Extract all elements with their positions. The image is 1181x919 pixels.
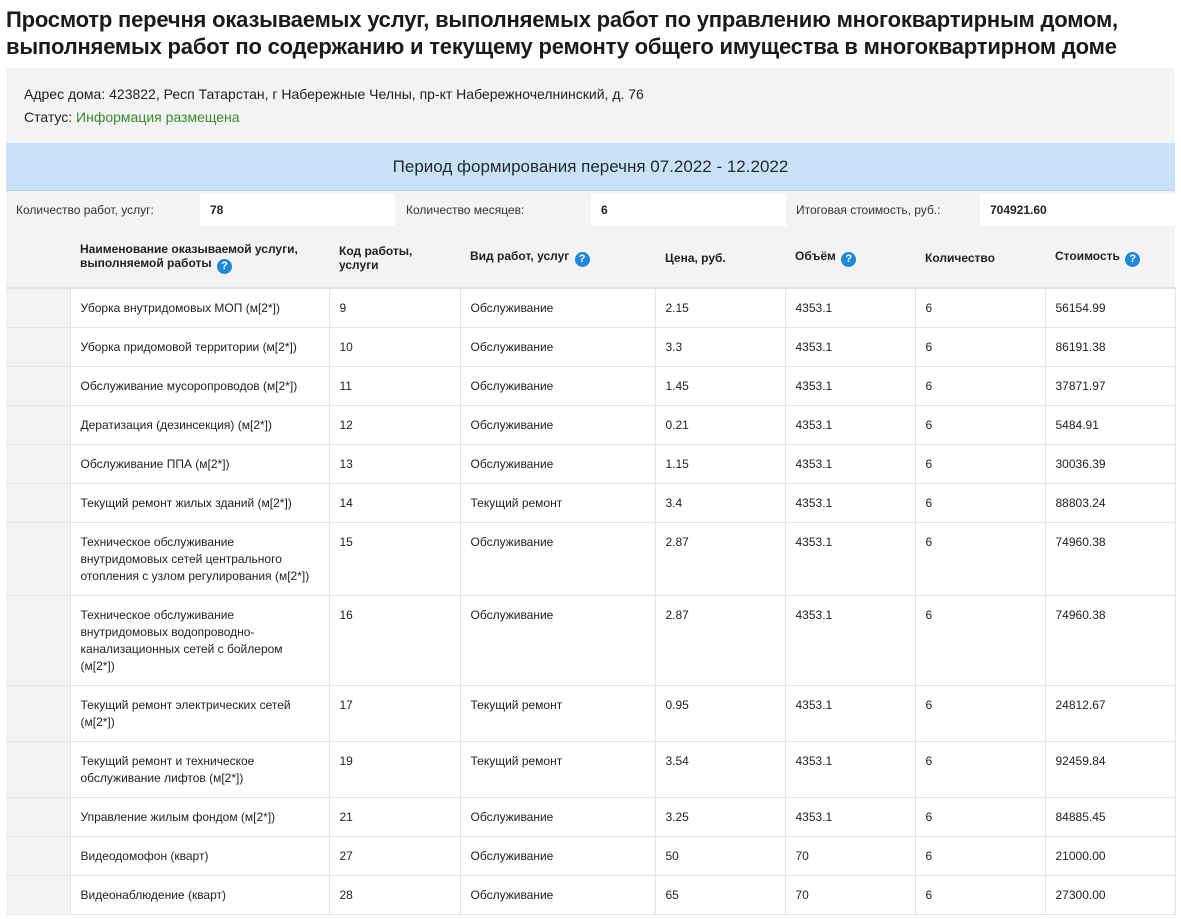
row-spacer [6,484,70,523]
cell-volume: 70 [785,876,915,915]
cell-cost: 56154.99 [1045,288,1175,328]
help-icon[interactable]: ? [217,259,232,274]
header-name [70,229,329,288]
table-row [6,523,1175,596]
row-spacer [6,742,70,798]
cell-cost: 30036.39 [1045,445,1175,484]
header-code [329,229,460,288]
row-spacer [6,445,70,484]
cell-code: 16 [329,596,460,686]
cell-qty: 6 [915,484,1045,523]
cell-kind: Обслуживание [460,406,655,445]
status-line [24,109,240,125]
cell-volume: 4353.1 [785,406,915,445]
header-qty-label: Количество [925,251,995,265]
cell-qty: 6 [915,742,1045,798]
cell-cost: 86191.38 [1045,328,1175,367]
cell-volume: 4353.1 [785,484,915,523]
cell-kind: Обслуживание [460,876,655,915]
cell-code: 15 [329,523,460,596]
row-spacer [6,596,70,686]
address-value: 423822, Респ Татарстан, г Набережные Челны, пр-кт Набережночелнинский, д. 76 [109,86,644,102]
table-row [6,596,1175,686]
cell-code: 9 [329,288,460,328]
row-spacer [6,328,70,367]
cell-cost: 24812.67 [1045,686,1175,742]
cell-price: 3.3 [655,328,785,367]
cell-volume: 4353.1 [785,367,915,406]
cell-name: Обслуживание ППА (м[2*]) [70,445,329,484]
cell-volume: 70 [785,837,915,876]
cell-kind: Обслуживание [460,596,655,686]
cell-cost: 74960.38 [1045,523,1175,596]
cell-name: Видеонаблюдение (кварт) [70,876,329,915]
cell-code: 28 [329,876,460,915]
address-line [24,86,644,102]
table-row [6,837,1175,876]
cell-price: 1.15 [655,445,785,484]
cell-name: Обслуживание мусоропроводов (м[2*]) [70,367,329,406]
cell-price: 2.87 [655,523,785,596]
cell-qty: 6 [915,837,1045,876]
cell-price: 3.4 [655,484,785,523]
page-title: Просмотр перечня оказываемых услуг, выполняемых работ по управлению многоквартирным домом, выполняемых работ по содержанию и текущему ремонту общего имущества в многоквартирном доме [6,7,1118,59]
cell-name: Техническое обслуживание внутридомовых водопроводно-канализационных сетей с бойлером (м[2*]) [70,596,329,686]
address-label: Адрес дома: [24,86,106,102]
table-row [6,876,1175,915]
cell-cost: 88803.24 [1045,484,1175,523]
row-spacer [6,876,70,915]
row-spacer [6,406,70,445]
cell-volume: 4353.1 [785,328,915,367]
header-price-label: Цена, руб. [665,251,726,265]
works-count-value: 78 [200,194,395,226]
works-count-label: Количество работ, услуг: [16,203,154,217]
table-row [6,288,1175,328]
cell-name: Дератизация (дезинсекция) (м[2*]) [70,406,329,445]
row-spacer [6,686,70,742]
header-volume [785,229,915,288]
cell-cost: 74960.38 [1045,596,1175,686]
cell-volume: 4353.1 [785,523,915,596]
house-info-panel [6,68,1175,143]
header-qty [915,229,1045,288]
cell-code: 13 [329,445,460,484]
cell-qty: 6 [915,798,1045,837]
services-table-container [6,229,1175,915]
header-kind [460,229,655,288]
cell-price: 3.25 [655,798,785,837]
cell-name: Уборка придомовой территории (м[2*]) [70,328,329,367]
cell-cost: 92459.84 [1045,742,1175,798]
cell-qty: 6 [915,523,1045,596]
cell-qty: 6 [915,288,1045,328]
cell-volume: 4353.1 [785,742,915,798]
table-row [6,798,1175,837]
cell-price: 50 [655,837,785,876]
months-count-value: 6 [591,194,786,226]
cell-cost: 37871.97 [1045,367,1175,406]
total-cost-value: 704921.60 [980,194,1175,226]
cell-price: 0.95 [655,686,785,742]
cell-name: Техническое обслуживание внутридомовых сетей центрального отопления с узлом регулирования (м[2*]) [70,523,329,596]
cell-volume: 4353.1 [785,596,915,686]
cell-kind: Текущий ремонт [460,484,655,523]
help-icon[interactable]: ? [575,252,590,267]
header-kind-label: Вид работ, услуг [470,249,570,263]
cell-qty: 6 [915,406,1045,445]
table-row [6,484,1175,523]
cell-code: 12 [329,406,460,445]
table-row [6,367,1175,406]
cell-kind: Обслуживание [460,523,655,596]
period-header: Период формирования перечня 07.2022 - 12.2022 [6,143,1175,191]
header-price [655,229,785,288]
table-row [6,742,1175,798]
cell-qty: 6 [915,367,1045,406]
cell-kind: Обслуживание [460,328,655,367]
cell-kind: Обслуживание [460,367,655,406]
cell-price: 2.15 [655,288,785,328]
row-spacer [6,288,70,328]
cell-name: Видеодомофон (кварт) [70,837,329,876]
cell-kind: Обслуживание [460,798,655,837]
cell-kind: Обслуживание [460,837,655,876]
cell-code: 27 [329,837,460,876]
cell-qty: 6 [915,328,1045,367]
help-icon[interactable]: ? [841,252,856,267]
row-spacer [6,523,70,596]
cell-name: Текущий ремонт электрических сетей (м[2*]) [70,686,329,742]
table-row [6,686,1175,742]
cell-kind: Текущий ремонт [460,686,655,742]
cell-code: 19 [329,742,460,798]
cell-volume: 4353.1 [785,798,915,837]
cell-price: 65 [655,876,785,915]
row-spacer [6,367,70,406]
table-row [6,406,1175,445]
cell-name: Управление жилым фондом (м[2*]) [70,798,329,837]
cell-cost: 27300.00 [1045,876,1175,915]
header-spacer [6,229,70,288]
cell-kind: Текущий ремонт [460,742,655,798]
cell-kind: Обслуживание [460,445,655,484]
cell-name: Уборка внутридомовых МОП (м[2*]) [70,288,329,328]
help-icon[interactable]: ? [1125,252,1140,267]
status-value: Информация размещена [76,109,240,125]
summary-row [6,191,1175,229]
cell-price: 1.45 [655,367,785,406]
table-header-row [6,229,1175,288]
cell-price: 3.54 [655,742,785,798]
status-label: Статус: [24,109,73,125]
cell-qty: 6 [915,876,1045,915]
services-table [6,229,1176,915]
row-spacer [6,837,70,876]
cell-cost: 84885.45 [1045,798,1175,837]
cell-code: 17 [329,686,460,742]
cell-volume: 4353.1 [785,686,915,742]
header-cost [1045,229,1175,288]
cell-qty: 6 [915,445,1045,484]
header-name-label: Наименование оказываемой услуги, выполняемой работы [80,242,298,270]
cell-price: 2.87 [655,596,785,686]
cell-name: Текущий ремонт жилых зданий (м[2*]) [70,484,329,523]
header-cost-label: Стоимость [1055,249,1120,263]
cell-kind: Обслуживание [460,288,655,328]
table-row [6,445,1175,484]
cell-qty: 6 [915,596,1045,686]
header-volume-label: Объём [795,249,836,263]
cell-volume: 4353.1 [785,445,915,484]
row-spacer [6,798,70,837]
total-cost-label: Итоговая стоимость, руб.: [796,203,941,217]
cell-qty: 6 [915,686,1045,742]
cell-cost: 5484.91 [1045,406,1175,445]
cell-code: 21 [329,798,460,837]
header-code-label: Код работы, услуги [339,244,413,272]
cell-volume: 4353.1 [785,288,915,328]
table-row [6,328,1175,367]
cell-code: 11 [329,367,460,406]
cell-cost: 21000.00 [1045,837,1175,876]
cell-price: 0.21 [655,406,785,445]
cell-name: Текущий ремонт и техническое обслуживание лифтов (м[2*]) [70,742,329,798]
cell-code: 10 [329,328,460,367]
months-count-label: Количество месяцев: [406,203,525,217]
cell-code: 14 [329,484,460,523]
